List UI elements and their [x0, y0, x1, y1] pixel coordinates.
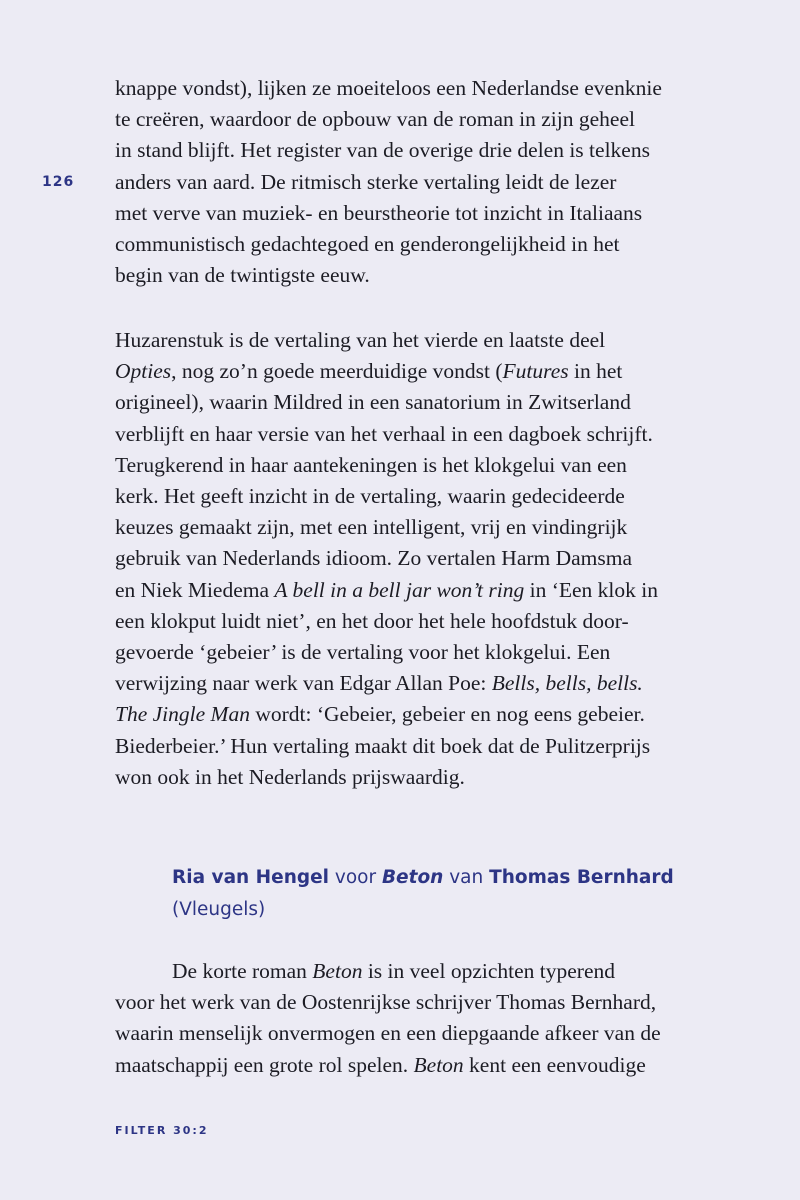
text-line: origineel), waarin Mildred in een sanatorium in Zwitserland	[115, 390, 631, 415]
book-title: Beton	[381, 867, 444, 888]
text-line: begin van de twintigste eeuw.	[115, 263, 370, 288]
page-number: 126	[42, 174, 75, 190]
text-span: wordt: ‘Gebeier, gebeier en nog eens gebeier.	[249, 702, 645, 727]
italic-title: Beton	[413, 1052, 464, 1077]
text-line: Huzarenstuk is de vertaling van het vierde en laatste deel	[115, 328, 606, 352]
italic-title: Beton	[312, 959, 363, 983]
text-line: won ook in het Nederlands prijswaardig.	[115, 764, 465, 789]
text-line: met verve van muziek- en beurstheorie tot inzicht in Italiaans	[115, 200, 643, 225]
review-heading	[172, 862, 674, 926]
text-line: anders van aard. De ritmisch sterke vertaling leidt de lezer	[115, 169, 617, 194]
text-line: gevoerde ‘gebeier’ is de vertaling voor het klokgelui. Een	[115, 640, 611, 665]
paragraph-beton	[115, 956, 705, 1081]
text-line: waarin menselijk onvermogen en een diepgaande afkeer van de	[115, 1021, 661, 1046]
text-line	[115, 575, 705, 606]
text-line: voor het werk van de Oostenrijkse schrijver Thomas Bernhard,	[115, 990, 657, 1015]
publisher: (Vleugels)	[172, 899, 266, 920]
text-span: verwijzing naar werk van Edgar Allan Poe:	[115, 671, 492, 696]
italic-quote: A bell in a bell jar won’t ring	[274, 577, 525, 602]
text-span: , nog zo’n goede meerduidige vondst (	[171, 359, 503, 384]
paragraph-huzarenstuk	[115, 325, 705, 793]
heading-title-line	[172, 862, 674, 894]
text-line: communistisch gedachtegoed en genderongelijkheid in het	[115, 232, 620, 257]
italic-title: Opties	[115, 359, 172, 384]
text-span: in ‘Een klok in	[524, 577, 659, 602]
heading-connector: voor	[329, 867, 382, 888]
text-span: is in veel opzichten typerend	[362, 959, 615, 983]
text-line: Biederbeier.’ Hun vertaling maakt dit boek dat de Pulitzerprijs	[115, 733, 651, 758]
text-line	[115, 356, 705, 387]
text-line	[115, 668, 705, 699]
text-span: De korte roman	[172, 959, 313, 983]
heading-connector: van	[443, 867, 490, 888]
text-line: Terugkerend in haar aantekeningen is het klokgelui van een	[115, 452, 627, 477]
paragraph-continuation	[115, 73, 705, 291]
italic-quote: The Jingle Man	[115, 702, 250, 727]
text-line	[115, 699, 705, 730]
text-line: gebruik van Nederlands idioom. Zo vertalen Harm Damsma	[115, 546, 633, 571]
text-line: kerk. Het geeft inzicht in de vertaling, waarin gedecideerde	[115, 484, 625, 509]
text-line: keuzes gemaakt zijn, met een intelligent, vrij en vindingrijk	[115, 515, 628, 540]
text-span: maatschappij een grote rol spelen.	[115, 1052, 414, 1077]
text-line: te creëren, waardoor de opbouw van de roman in zijn geheel	[115, 107, 635, 132]
text-line: knappe vondst), lijken ze moeiteloos een Nederlandse evenknie	[115, 76, 662, 100]
text-line: verblijft en haar versie van het verhaal in een dagboek schrijft.	[115, 421, 653, 446]
italic-quote: Bells, bells, bells.	[491, 671, 643, 696]
text-line	[115, 1050, 705, 1081]
author-name: Thomas Bernhard	[489, 867, 674, 888]
text-line	[115, 956, 705, 987]
text-span: kent een eenvoudige	[463, 1052, 646, 1077]
italic-title: Futures	[502, 359, 569, 384]
journal-footer: FILTER 30:2	[115, 1124, 209, 1137]
text-span: in het	[568, 359, 623, 384]
text-span: en Niek Miedema	[115, 577, 275, 602]
text-line: in stand blijft. Het register van de overige drie delen is telkens	[115, 138, 650, 163]
translator-name: Ria van Hengel	[172, 867, 329, 888]
text-line: een klokput luidt niet’, en het door het hele hoofdstuk door-	[115, 608, 629, 633]
